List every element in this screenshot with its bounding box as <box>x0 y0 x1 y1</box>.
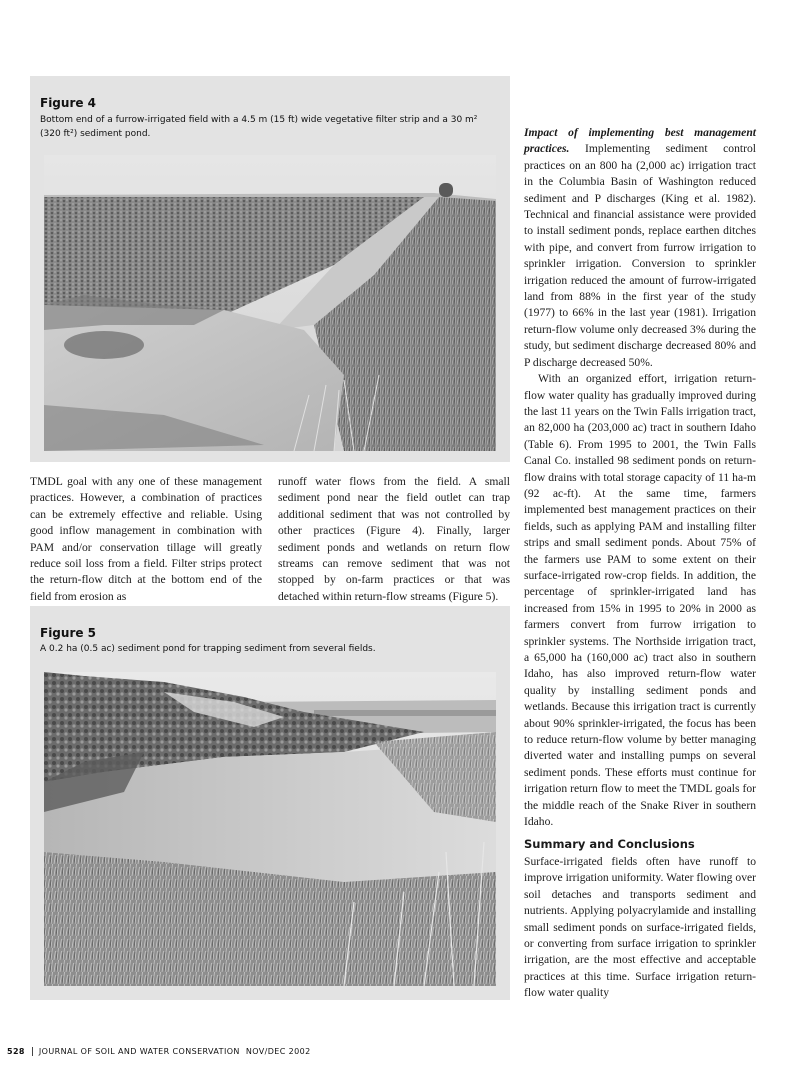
middle-column-paragraph: runoff water flows from the field. A small sediment pond near the field outlet can trap additional sediment that was not controlled by other practices (Figure 4). Finally, larger sediment ponds and wetlands on return flow streams can remove sediment that was not stopped by on-farm practices or that was detached within return-flow streams (Figure 5). <box>278 475 510 603</box>
page-footer <box>0 1047 311 1056</box>
right-column-text <box>524 125 756 1002</box>
figure-4-caption: Bottom end of a furrow-irrigated field with a 4.5 m (15 ft) wide vegetative filter strip and a 30 m² (320 ft²) sediment pond. <box>40 115 478 139</box>
figure-4-title: Figure 4 <box>40 96 97 110</box>
impact-paragraph-body: Implementing sediment control practices on an 800 ha (2,000 ac) irrigation tract in the Columbia Basin of Washington reduced sediment and P discharges (King et al. 1982). Technical and financial assistance were provided to install sediment ponds, replace earthen ditches with pipe, and convert from furrow irrigation to sprinkler irrigation. Conversion to sprinkler irrigation reduced the amount of furrow-irrigated land from 88% in the first year of the study (1977) to 66% in the last year (1981). Irrigation return-flow volume only decreased 3% during the study, but sediment discharge decreased 80% and P discharge decreased 50%. <box>524 142 756 369</box>
left-column-paragraph: TMDL goal with any one of these management practices. However, a combination of practices can be extremely effective and reliable. Using good inflow management in combination with PAM and/or conservation tillage will greatly reduce soil loss from a field. Filter strips protect the return-flow ditch at the bottom end of the field from erosion as <box>30 475 262 603</box>
page-number: 528 <box>0 1047 33 1056</box>
impact-paragraph <box>524 125 756 371</box>
middle-column-text <box>278 474 510 605</box>
sediment-pond-image <box>44 672 496 986</box>
summary-heading: Summary and Conclusions <box>524 837 695 852</box>
left-column-text <box>30 474 262 605</box>
journal-issue: NOV/DEC 2002 <box>245 1047 311 1056</box>
figure-5-title: Figure 5 <box>40 626 97 640</box>
figure-5-photo <box>44 672 496 986</box>
figure-5-box <box>30 606 510 1000</box>
twin-falls-paragraph: With an organized effort, irrigation return-flow water quality has gradually improved during the last 11 years on the Twin Falls irrigation tract, an 82,000 ha (203,000 ac) tract in southern Idaho (Table 6). From 1995 to 2001, the Twin Falls Canal Co. installed 98 sediment ponds on return-flow drains with total storage capacity of 11 ha-m (92 ac-ft). At the same time, farmers implemented best management practices on their fields, such as applying PAM and installing filter strips and small sediment ponds. About 75% of the farmers use PAM to some extent on their surface-irrigated row-crop fields. In addition, the percentage of sprinkler-irrigated land has increased from 15% in 1995 to 20% in 2000 as farmers convert from furrow irrigation to sprinkler systems. The Northside irrigation tract, a 65,000 ha (160,000 ac) tract also in southern Idaho, has also improved return-flow water quality by installing sediment ponds and wetlands. Because this irrigation tract is currently about 90% sprinkler-irrigated, the focus has been to reduce return-flow volume by better managing diverted water and installing pumps on several sediment ponds. These efforts must continue for irrigation return flow to meet the TMDL goals for the middle reach of the Snake River in southern Idaho. <box>524 372 756 829</box>
impact-runin-heading: Impact of implementing best management practices. <box>524 126 756 156</box>
summary-paragraph: Surface-irrigated fields often have runoff to improve irrigation uniformity. Water flowing over soil detaches and transports sediment and nutrients. Applying polyacrylamide and installing small sediment ponds on surface-irrigated fields, or converting from surface irrigation to sprinkler irrigation, are the most effective and acceptable practices at this time. Surface irrigation return-flow water quality <box>524 854 756 1000</box>
figure-5-caption: A 0.2 ha (0.5 ac) sediment pond for trapping sediment from several fields. <box>40 644 376 654</box>
journal-name: JOURNAL OF SOIL AND WATER CONSERVATION <box>38 1047 240 1056</box>
figure-4-box <box>30 76 510 462</box>
furrow-field-image <box>44 155 496 451</box>
figure-4-photo <box>44 155 496 451</box>
